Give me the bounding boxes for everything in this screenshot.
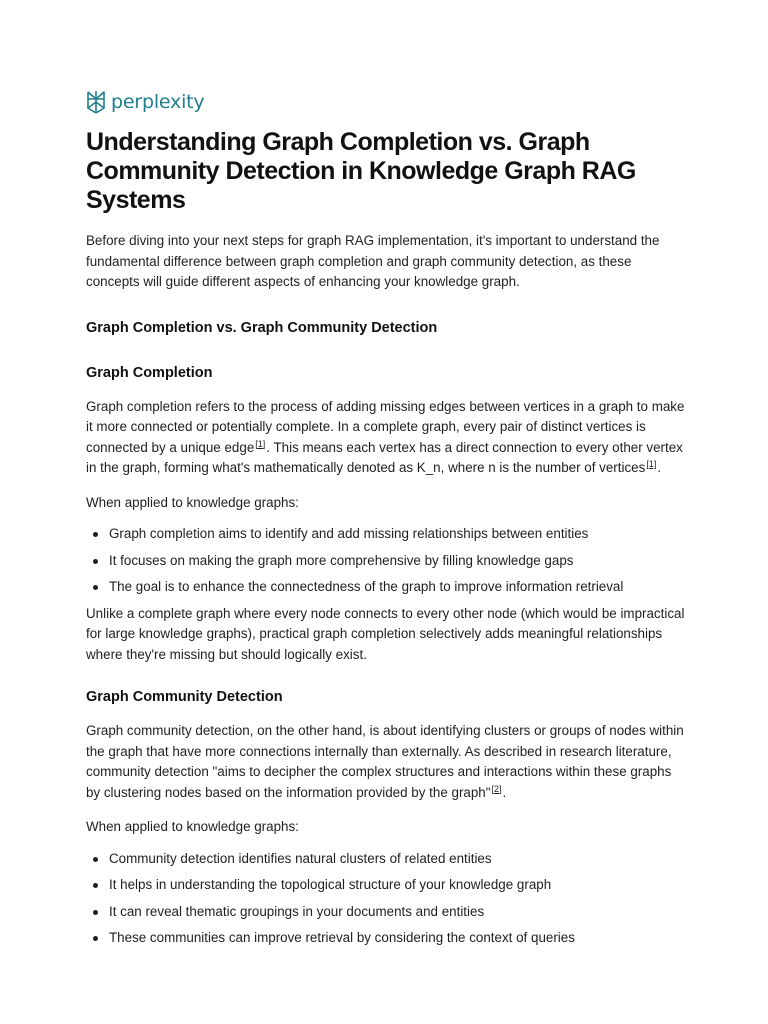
list-item: It can reveal thematic groupings in your documents and entities [86,902,686,922]
text-run: . [657,460,662,475]
list-item: It focuses on making the graph more comprehensive by filling knowledge gaps [86,551,686,571]
citation-link[interactable]: [1] [646,459,657,469]
perplexity-logo-icon [86,90,106,114]
text-run: Graph community detection, on the other hand, is about identifying clusters or groups of nodes within the graph that have more connections internally than externally. As described in research literature, community detection "aims to decipher the complex structures and interactions within these graphs by clustering nodes based on the information provided by the graph" [86,723,684,800]
list-item: It helps in understanding the topological structure of your knowledge graph [86,875,686,895]
citation-link[interactable]: [1] [255,438,266,449]
perplexity-logo[interactable] [86,90,204,114]
text-run: . [502,784,507,800]
text-run: Graph completion refers to the process of adding missing edges between vertices in a graph to make it more connected or potentially complete. In a complete graph, every pair of distinct vertices is connected by a unique edge [86,398,685,455]
list-item: The goal is to enhance the connectedness of the graph to improve information retrieval [86,577,686,597]
graph-completion-list [86,524,686,597]
list-item: These communities can improve retrieval by considering the context of queries [86,928,686,948]
citation-link[interactable]: [2] [491,783,502,794]
list-item: Graph completion aims to identify and add missing relationships between entities [86,524,686,544]
graph-completion-paragraph [86,397,686,479]
text-run: . This means each vertex has a direct connection to every other vertex in the graph, forming what's mathematically denoted as K_n, where n is the number of vertices [86,439,683,475]
graph-completion-paragraph-2: Unlike a complete graph where every node connects to every other node (which would be impractical for large knowledge graphs), practical graph completion selectively adds meaningful relationships where they're missing but should logically exist. [86,605,685,662]
intro-paragraph: Before diving into your next steps for graph RAG implementation, it's important to understand the fundamental difference between graph completion and graph community detection, as these concepts will guide different aspects of enhancing your knowledge graph. [86,233,660,289]
page-title: Understanding Graph Completion vs. Graph Community Detection in Knowledge Graph RAG Systems [86,128,636,214]
article [86,128,686,955]
list-item: Community detection identifies natural clusters of related entities [86,849,686,869]
community-detection-heading: Graph Community Detection [86,689,283,705]
graph-completion-heading: Graph Completion [86,364,213,381]
community-detection-paragraph [86,721,686,803]
community-detection-list [86,849,686,949]
when-applied-label: When applied to knowledge graphs: [86,494,299,510]
when-applied-label: When applied to knowledge graphs: [86,819,299,834]
section-heading: Graph Completion vs. Graph Community Detection [86,319,438,336]
brand-name: perplexity [111,91,205,113]
